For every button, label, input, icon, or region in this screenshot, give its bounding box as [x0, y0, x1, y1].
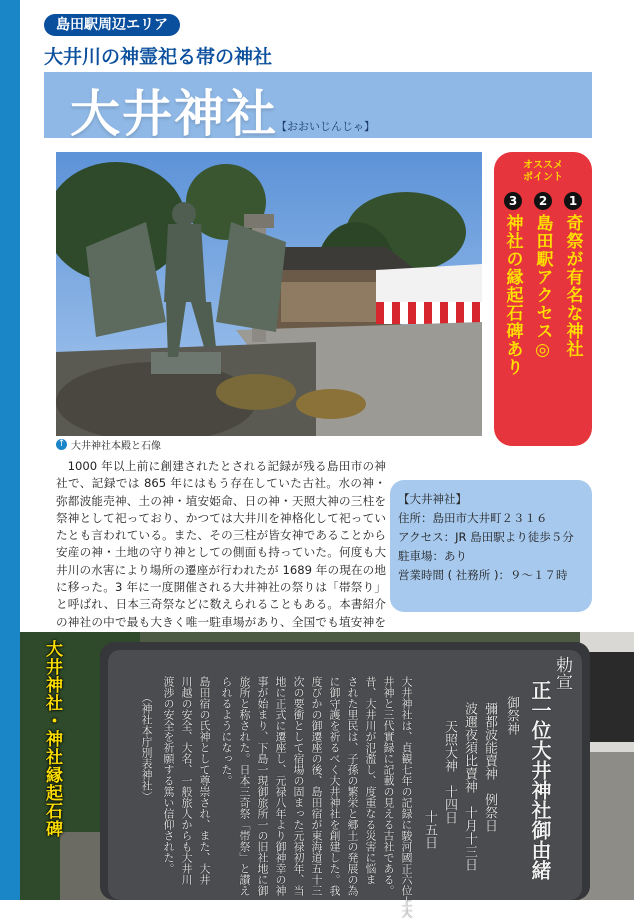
inscription-column: 大井神社は、貞観七年の記録に駿河國正六位上大: [400, 676, 413, 918]
inscription-column: 渡渉の安全を祈願する篤い信仰された。: [162, 676, 175, 874]
page-subtitle: 大井川の神霊祀る帯の神社: [44, 46, 273, 68]
points-heading-line1: オススメ: [523, 160, 563, 171]
stone-monument-label: 大井神社・神社縁起石碑: [42, 640, 62, 838]
info-parking: 駐車場：あり: [398, 549, 467, 563]
shrine-photo-illustration: [56, 152, 482, 436]
points-heading: [494, 160, 592, 184]
point-number: 1: [564, 192, 582, 210]
inscription-column: 地に正式に遷座し、元禄八年より御神幸の神: [274, 676, 287, 896]
recommended-points-box: [494, 152, 592, 446]
inscription-column: 十五日: [422, 810, 437, 849]
shrine-description: 1000 年以上前に創建されたとされる記録が残る島田市の神社で、記録では 865 年にはもう存在していた古社。水の神・弥都波能売神、土の神・埴安姫命、日の神・天照大神の三柱を祭神として祀っており、かつては大井川を神格化して祀っていたとも言われている。また、その三柱が皆女神であることから安産の神・土地の守り神としての側面も持っていた。何度も大井川の水害により場所の遷座が行われたが 1689 年の現在の地に移った。3 年に一度開催される大井神社の祭りは「帯祭り」と呼ばれ、日本三奇祭などに数えられることもある。本書紹介の神社の中で最も大きく唯一駐車場があり、全国でも埴安神を: [56, 459, 386, 629]
inscription-column: 波邇夜須比賣神 十月十三日: [462, 702, 477, 871]
point-item: [530, 192, 556, 376]
inscription-column: 島田宿の氏神として尊崇され、また、大井: [198, 676, 211, 885]
inscription-column: 彌都波能賣神 例祭日: [482, 702, 497, 832]
side-accent-bar: [0, 0, 20, 900]
info-address: 住所：島田市大井町２３１６: [398, 511, 548, 525]
point-item: [560, 192, 586, 376]
up-arrow-icon: ↑: [57, 439, 66, 449]
inscription-column: 昔、大井川が氾濫し、度重なる災害に悩ま: [364, 676, 377, 885]
inscription-column: に御守護を祈るべく大井神社を創建した。我: [328, 676, 341, 896]
inscription-column: られるようになった。: [220, 676, 233, 786]
point-number: 3: [504, 192, 522, 210]
inscription-column: （神社本庁別表神社）: [140, 692, 153, 802]
stone-inscription: [118, 656, 572, 918]
inscription-column: 事が始まり、下島一現御旅所一の旧社地に御: [256, 676, 269, 896]
title-reading: 【おおいじんじゃ】: [276, 120, 375, 133]
region-badge: 島田駅周辺エリア: [44, 14, 180, 36]
info-access: アクセス：JR 島田駅より徒歩５分: [398, 530, 574, 544]
inscription-column: された里民は、子孫の繁栄と郷土の発展の為: [346, 676, 359, 896]
inscription-column: 度びかの御遷座の後、島田宿が東海道五十三: [310, 676, 323, 896]
inscription-column: 井神と三代實録に記載の見える古社である。: [382, 676, 395, 896]
photo-caption-text: 大井神社本殿と石像: [71, 441, 161, 452]
shrine-photo: [56, 152, 482, 436]
point-item: [500, 192, 526, 376]
info-name: 【大井神社】: [398, 492, 467, 506]
inscription-column: 旅所と称された。日本三奇祭「帯祭」と讃え: [238, 676, 251, 896]
point-text: 奇祭が有名な神社: [562, 214, 583, 358]
title-band: [44, 72, 592, 143]
inscription-column: 御祭神: [504, 696, 519, 735]
photo-caption: [56, 437, 161, 452]
inscription-column: 正一位大井神社御由緒: [528, 680, 552, 880]
shrine-info-box: [390, 480, 592, 612]
inscription-column: 川越の安全、大名、一般旅人からも大井川: [180, 676, 193, 885]
page-title: 大井神社: [70, 84, 278, 143]
point-number: 2: [534, 192, 552, 210]
info-hours: 営業時間 ( 社務所 )：９～１７時: [398, 568, 568, 582]
point-text: 神社の縁起石碑あり: [502, 214, 523, 376]
inscription-column: 次の要衝として宿場の固まった元禄初年、当: [292, 676, 305, 896]
inscription-column: 勅宣: [552, 656, 572, 690]
point-text: 島田駅アクセス◎: [532, 214, 553, 361]
points-heading-line2: ポイント: [523, 172, 563, 183]
inscription-column: 天照大神 十四日: [442, 720, 457, 824]
